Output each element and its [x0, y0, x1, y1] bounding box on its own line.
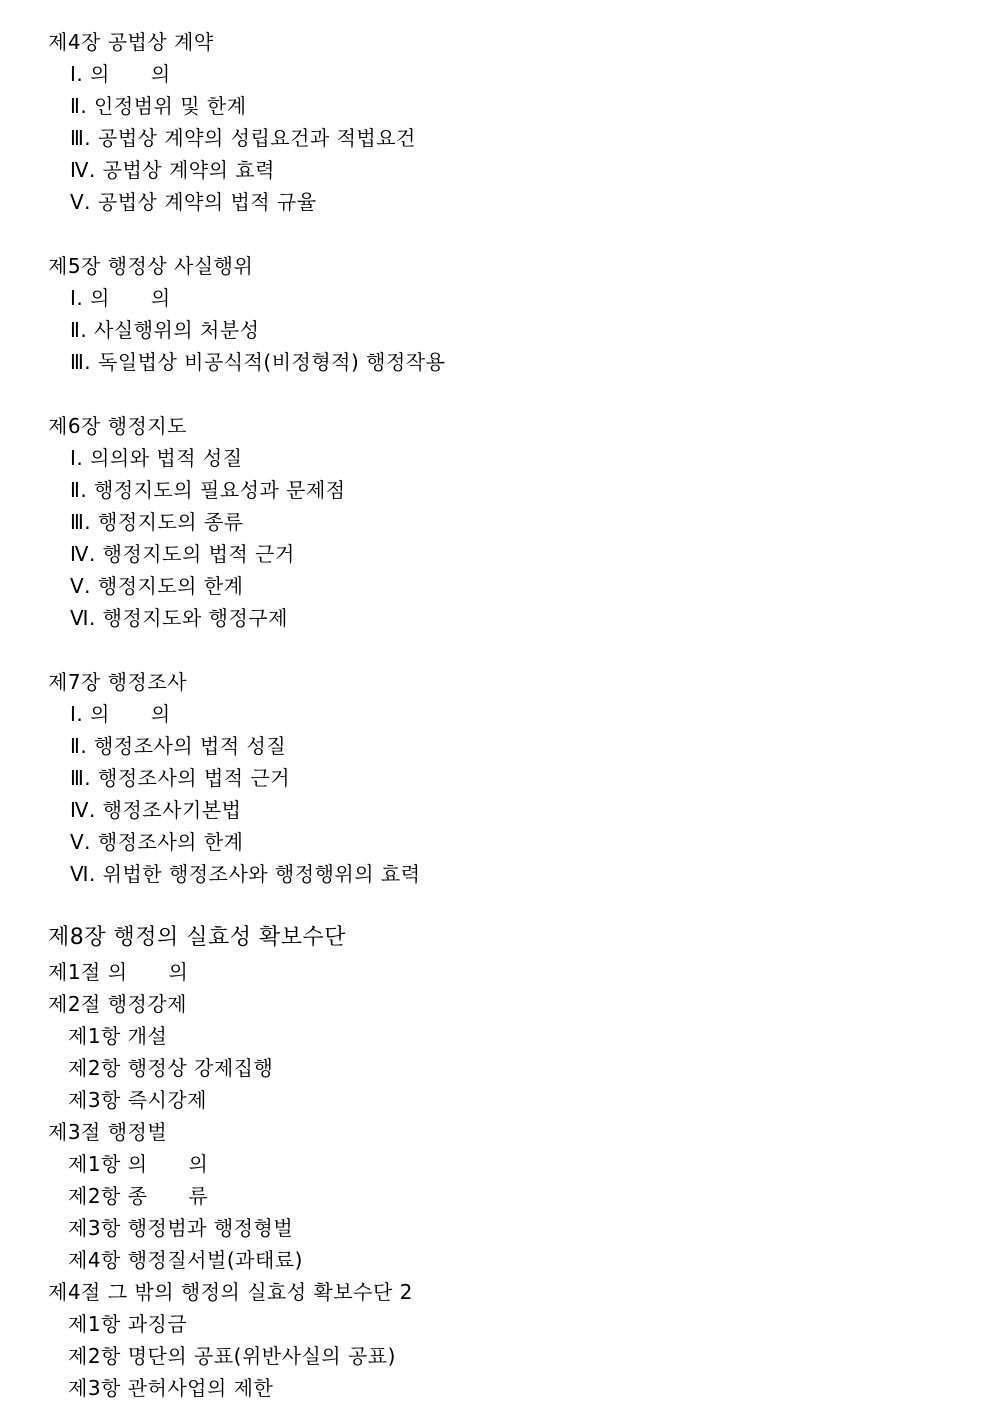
- chapter-item: Ⅴ. 행정지도의 한계: [70, 574, 244, 598]
- chapter-item: Ⅴ. 행정조사의 한계: [70, 830, 244, 854]
- chapter-item: Ⅰ. 의의와 법적 성질: [70, 446, 243, 470]
- chapter-title: 제5장 행정상 사실행위: [48, 254, 254, 278]
- section-title: 제3절 행정벌: [48, 1120, 168, 1144]
- chapter-title: 제4장 공법상 계약: [48, 30, 214, 54]
- chapter-item: Ⅲ. 독일법상 비공식적(비정형적) 행정작용: [70, 350, 446, 374]
- subsection-item: 제4항 행정질서벌(과태료): [68, 1248, 303, 1272]
- section-title: 제4절 그 밖의 행정의 실효성 확보수단 2: [48, 1280, 413, 1304]
- section-title: 제2절 행정강제: [48, 992, 188, 1016]
- chapter-item: Ⅵ. 위법한 행정조사와 행정행위의 효력: [70, 862, 421, 886]
- chapter-item: Ⅲ. 행정지도의 종류: [70, 510, 244, 534]
- chapter-title: 제6장 행정지도: [48, 414, 188, 438]
- subsection-item: 제1항 의 의: [68, 1152, 209, 1176]
- chapter-item: Ⅱ. 행정지도의 필요성과 문제점: [70, 478, 346, 502]
- subsection-item: 제2항 행정상 강제집행: [68, 1056, 274, 1080]
- subsection-item: 제3항 관허사업의 제한: [68, 1376, 274, 1400]
- subsection-item: 제3항 행정범과 행정형벌: [68, 1216, 294, 1240]
- chapter-item: Ⅳ. 공법상 계약의 효력: [70, 158, 275, 182]
- chapter-title: 제7장 행정조사: [48, 670, 188, 694]
- subsection-item: 제2항 명단의 공표(위반사실의 공표): [68, 1344, 396, 1368]
- subsection-item: 제1항 개설: [68, 1024, 168, 1048]
- section-title: 제1절 의 의: [48, 960, 189, 984]
- chapter-item: Ⅲ. 공법상 계약의 성립요건과 적법요건: [70, 126, 416, 150]
- chapter-item: Ⅰ. 의 의: [70, 286, 171, 310]
- chapter-item: Ⅴ. 공법상 계약의 법적 규율: [70, 190, 317, 214]
- chapter-item: Ⅱ. 행정조사의 법적 성질: [70, 734, 287, 758]
- chapter-item: Ⅱ. 사실행위의 처분성: [70, 318, 260, 342]
- subsection-item: 제1항 과징금: [68, 1312, 188, 1336]
- chapter-item: Ⅰ. 의 의: [70, 702, 171, 726]
- chapter-item: Ⅵ. 행정지도와 행정구제: [70, 606, 288, 630]
- chapter-item: Ⅱ. 인정범위 및 한계: [70, 94, 247, 118]
- subsection-item: 제2항 종 류: [68, 1184, 209, 1208]
- subsection-item: 제3항 즉시강제: [68, 1088, 208, 1112]
- chapter-item: Ⅳ. 행정지도의 법적 근거: [70, 542, 295, 566]
- chapter-item: Ⅰ. 의 의: [70, 62, 171, 86]
- chapter-title: 제8장 행정의 실효성 확보수단: [48, 925, 347, 950]
- chapter-item: Ⅲ. 행정조사의 법적 근거: [70, 766, 291, 790]
- chapter-item: Ⅳ. 행정조사기본법: [70, 798, 242, 822]
